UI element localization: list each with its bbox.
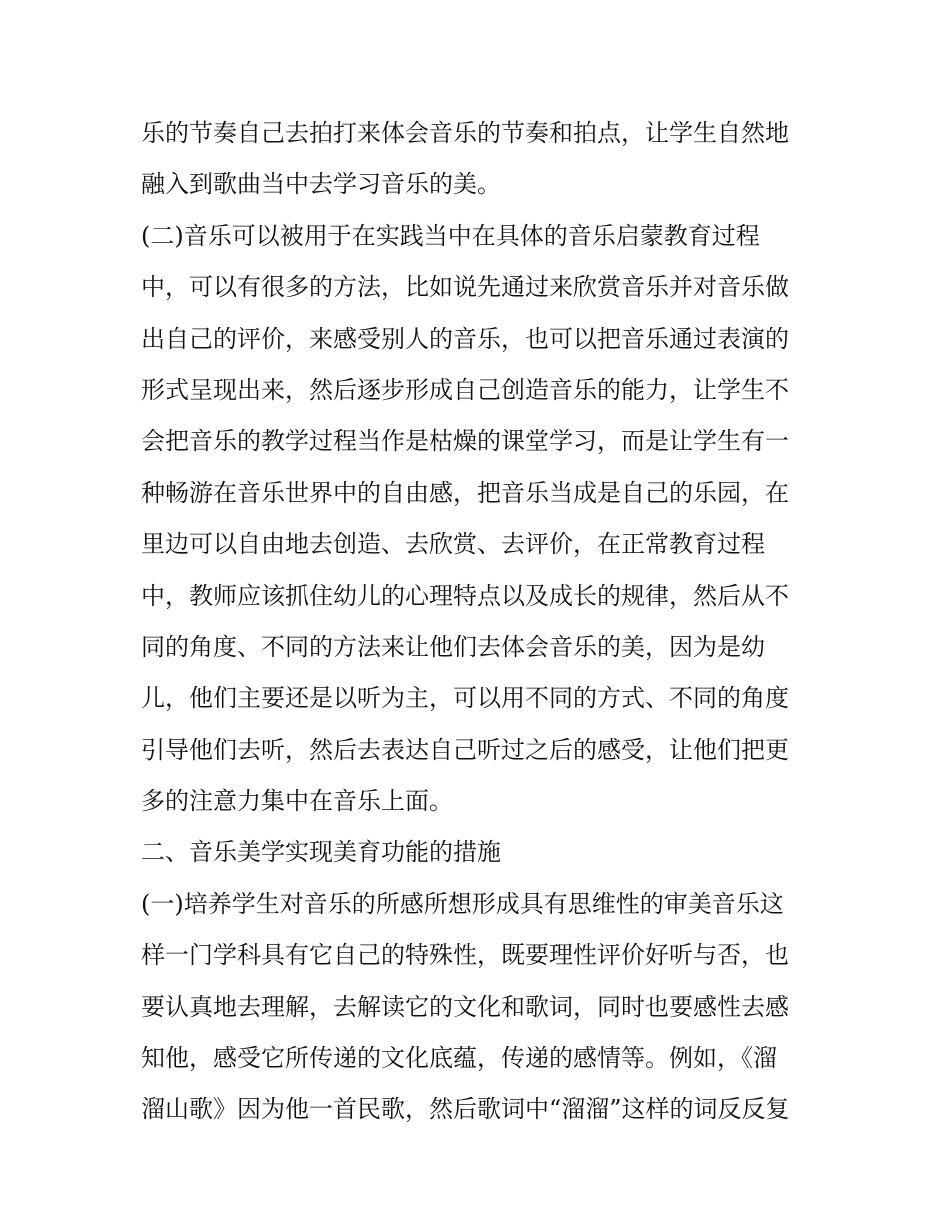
text-line: 溜山歌》因为他一首民歌，然后歌词中“溜溜”这样的词反反复 <box>141 1095 790 1124</box>
text-line: 出自己的评价，来感受别人的音乐，也可以把音乐通过表演的 <box>141 324 789 353</box>
text-line: 形式呈现出来，然后逐步形成自己创造音乐的能力，让学生不 <box>141 375 789 404</box>
text-line: 融入到歌曲当中去学习音乐的美。 <box>141 170 501 199</box>
text-line: 知他，感受它所传递的文化底蕴，传递的感情等。例如，《溜 <box>141 1044 777 1073</box>
text-line: 要认真地去理解，去解读它的文化和歌词，同时也要感性去感 <box>141 992 789 1021</box>
text-line: 种畅游在音乐世界中的自由感，把音乐当成是自己的乐园，在 <box>141 478 789 507</box>
text-line: 样一门学科具有它自己的特殊性，既要理性评价好听与否，也 <box>141 941 789 970</box>
text-line: 引导他们去听，然后去表达自己听过之后的感受，让他们把更 <box>141 735 789 764</box>
text-line: 同的角度、不同的方法来让他们去体会音乐的美，因为是幼 <box>141 632 765 661</box>
section-title-line: 二、音乐美学实现美育功能的措施 <box>141 838 501 867</box>
text-line: 儿，他们主要还是以听为主，可以用不同的方式、不同的角度 <box>141 684 789 713</box>
section-heading-line: (一)培养学生对音乐的所感所想形成具有思维性的审美音乐这 <box>141 889 784 918</box>
body-text <box>141 108 821 1136</box>
text-line: 里边可以自由地去创造、去欣赏、去评价，在正常教育过程 <box>141 530 765 559</box>
text-line: 乐的节奏自己去拍打来体会音乐的节奏和拍点，让学生自然地 <box>141 119 789 147</box>
text-line: 多的注意力集中在音乐上面。 <box>141 787 453 816</box>
text-line: 中，可以有很多的方法，比如说先通过来欣赏音乐并对音乐做 <box>141 273 789 302</box>
section-heading-line: (二)音乐可以被用于在实践当中在具体的音乐启蒙教育过程 <box>141 221 760 250</box>
text-line: 中，教师应该抓住幼儿的心理特点以及成长的规律，然后从不 <box>141 581 789 610</box>
text-line: 会把音乐的教学过程当作是枯燥的课堂学习，而是让学生有一 <box>141 427 789 456</box>
